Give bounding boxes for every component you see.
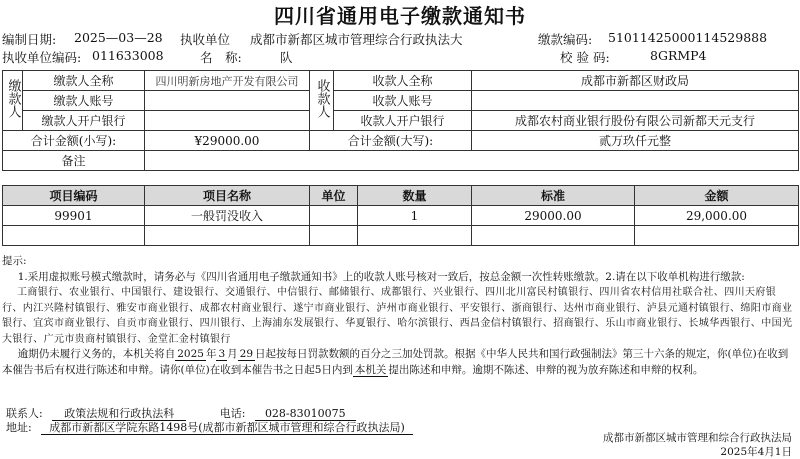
payer-bank-label: 缴款人开户银行 — [23, 111, 145, 131]
account-row — [3, 91, 799, 111]
remark-label: 备注 — [3, 151, 145, 171]
header-item-name: 项目名称 — [145, 186, 310, 206]
payer-side-label: 缴款人 — [3, 71, 23, 131]
bill-date: 2025—03—28 — [74, 30, 163, 45]
notice-title: 四川省通用电子缴款通知书 — [274, 4, 526, 28]
contact-phone: 028-83010075 — [255, 407, 356, 421]
payee-account-label: 收款人账号 — [334, 91, 472, 111]
item-name: 一般罚没收入 — [145, 206, 310, 226]
payer-bank — [145, 111, 310, 131]
contact-dept: 政策法规和行政执法科 — [52, 407, 186, 421]
payee-bank: 成都农村商业银行股份有限公司新都天元支行 — [472, 111, 799, 131]
total-small-label: 合计金额(小写): — [3, 131, 145, 151]
footer-date: 2025年4月1日 — [720, 446, 792, 458]
issuer-code: 011633008 — [92, 48, 164, 63]
header-standard: 标准 — [472, 186, 635, 206]
item-header-row — [3, 186, 799, 206]
item-code: 99901 — [3, 206, 145, 226]
header-quantity: 数量 — [358, 186, 472, 206]
table-row — [3, 206, 799, 226]
payer-account-label: 缴款人账号 — [23, 91, 145, 111]
empty-row — [3, 226, 799, 246]
notes — [2, 254, 796, 378]
footer-org: 成都市新都区城市管理和综合行政执法局 — [603, 432, 792, 444]
issuer-label: 执收单位 — [180, 32, 231, 47]
check-code-label: 校 验 码: — [560, 50, 610, 65]
payee-account — [472, 91, 799, 111]
overdue-day: 29 — [239, 348, 254, 360]
remark-row — [3, 151, 799, 171]
payment-code: 51011425000114529888 — [608, 30, 768, 45]
fee-table — [2, 70, 799, 171]
total-small: ¥29000.00 — [145, 131, 310, 151]
remark — [145, 151, 799, 171]
payer-name-row — [3, 71, 799, 91]
overdue-month: 3 — [218, 348, 226, 360]
notes-heading: 提示: — [2, 255, 27, 267]
item-quantity: 1 — [358, 206, 472, 226]
notes-item-1: 1.采用虚拟账号模式缴款时，请务必与《四川省通用电子缴款通知书》上的收款人账号核对一致后，按总金额一次性转账缴款。2.请在以下收单机构进行缴款: — [17, 270, 745, 283]
issuer: 成都市新都区城市管理综合行政执法大 — [250, 32, 463, 47]
payee-side-label: 收款人 — [310, 71, 334, 131]
issuer-code-label: 执收单位编码: — [2, 50, 82, 65]
name-label: 名 称: — [200, 50, 242, 65]
bank-list: 工商银行、农业银行、中国银行、建设银行、交通银行、中信银行、邮储银行、成都银行、兴业银行、四川北川富民村镇银行、四川省农村信用社联合社、四川天府银行、内江兴隆村镇银行、雅安市商业银行、成都农村商业银行、遂宁市商业银行、泸州市商业银行、平安银行、浙商银行、达州市商业银行、泸县元通村镇银行、绵阳市商业银行、宜宾市商业银行、自贡市商业银行、四川银行、上海浦东发展银行、华夏银行、哈尔滨银行、西昌金信村镇银行、招商银行、乐山市商业银行、长城华西银行、中国光大银行、广元市贵商村镇银行、金堂汇金村镇银行 — [2, 287, 793, 345]
bill-date-label: 编制日期: — [2, 32, 57, 47]
header-unit: 单位 — [310, 186, 358, 206]
payer-name-label: 缴款人全称 — [23, 71, 145, 91]
header-amount: 金额 — [635, 186, 799, 206]
payer-name: 四川明新房地产开发有限公司 — [145, 71, 310, 91]
payer-account — [145, 91, 310, 111]
item-table — [2, 185, 799, 246]
total-row — [3, 131, 799, 151]
issuer-name: 队 — [280, 50, 293, 65]
item-unit — [310, 206, 358, 226]
item-standard: 29000.00 — [472, 206, 635, 226]
total-big: 贰万玖仟元整 — [472, 131, 799, 151]
overdue-notice: 逾期仍未履行义务的，本机关将自 2025 年 3 月 29 日起按每日罚款数额的百分之三加处罚款。根据《中华人民共和国行政强制法》第三十六条的规定，你(单位)在收到本催告书后有权进行陈述和申辩。请你(单位)在收到本催告书之日起5日内到 本机关 提出陈述和申辩。逾期不陈述、申辩的视为放弃陈述和申辩的权利。 — [2, 348, 789, 376]
address: 成都市新都区学院东路1498号(成都市新都区城市管理和综合行政执法局) — [41, 421, 413, 435]
contact-address: 地址: 成都市新都区学院东路1498号(成都市新都区城市管理和综合行政执法局) — [6, 419, 413, 435]
code-label: 缴款编码: — [538, 32, 593, 47]
bank-row — [3, 111, 799, 131]
overdue-place: 本机关 — [354, 363, 387, 376]
total-big-label: 合计金额(大写): — [310, 131, 472, 151]
header-item-code: 项目编码 — [3, 186, 145, 206]
payee-name-label: 收款人全称 — [334, 71, 472, 91]
contact-person: 联系人: 政策法规和行政执法科 电话: 028-83010075 — [6, 405, 356, 421]
item-amount: 29,000.00 — [635, 206, 799, 226]
payee-name: 成都市新都区财政局 — [472, 71, 799, 91]
payee-bank-label: 收款人开户银行 — [334, 111, 472, 131]
check-code: 8GRMP4 — [650, 48, 707, 63]
overdue-year: 2025 — [177, 348, 204, 360]
